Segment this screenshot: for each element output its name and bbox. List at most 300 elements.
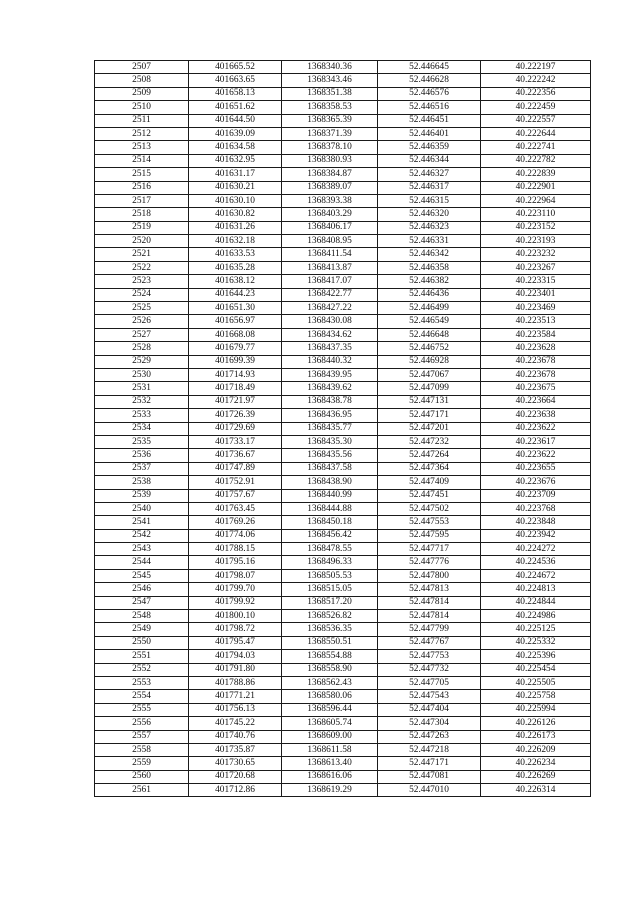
easting-cell: 401757.67 (189, 489, 282, 502)
northing-cell: 1368580.06 (282, 690, 378, 703)
point-number-cell: 2541 (95, 516, 189, 529)
easting-cell: 401714.93 (189, 368, 282, 381)
northing-cell: 1368439.95 (282, 368, 378, 381)
longitude-cell: 40.223848 (481, 516, 591, 529)
latitude-cell: 52.447304 (378, 717, 481, 730)
table-row (95, 382, 591, 395)
longitude-cell: 40.223315 (481, 275, 591, 288)
latitude-cell: 52.446358 (378, 261, 481, 274)
table-row (95, 275, 591, 288)
easting-cell: 401668.08 (189, 328, 282, 341)
table-row (95, 395, 591, 408)
table-row (95, 676, 591, 689)
easting-cell: 401752.91 (189, 476, 282, 489)
latitude-cell: 52.447010 (378, 784, 481, 797)
easting-cell: 401632.18 (189, 235, 282, 248)
table-row (95, 302, 591, 315)
latitude-cell: 52.446331 (378, 235, 481, 248)
latitude-cell: 52.447814 (378, 596, 481, 609)
northing-cell: 1368444.88 (282, 502, 378, 515)
northing-cell: 1368554.88 (282, 650, 378, 663)
table-row (95, 61, 591, 74)
longitude-cell: 40.222356 (481, 87, 591, 100)
longitude-cell: 40.225994 (481, 703, 591, 716)
point-number-cell: 2533 (95, 409, 189, 422)
table-row (95, 208, 591, 221)
northing-cell: 1368393.38 (282, 194, 378, 207)
easting-cell: 401730.65 (189, 757, 282, 770)
easting-cell: 401644.23 (189, 288, 282, 301)
easting-cell: 401699.39 (189, 355, 282, 368)
northing-cell: 1368478.55 (282, 543, 378, 556)
northing-cell: 1368437.35 (282, 342, 378, 355)
northing-cell: 1368384.87 (282, 168, 378, 181)
latitude-cell: 52.446451 (378, 114, 481, 127)
table-row (95, 141, 591, 154)
latitude-cell: 52.446401 (378, 127, 481, 140)
table-row (95, 650, 591, 663)
easting-cell: 401799.70 (189, 583, 282, 596)
point-number-cell: 2515 (95, 168, 189, 181)
longitude-cell: 40.225125 (481, 623, 591, 636)
longitude-cell: 40.224536 (481, 556, 591, 569)
point-number-cell: 2527 (95, 328, 189, 341)
northing-cell: 1368371.39 (282, 127, 378, 140)
longitude-cell: 40.223513 (481, 315, 591, 328)
northing-cell: 1368496.33 (282, 556, 378, 569)
easting-cell: 401721.97 (189, 395, 282, 408)
easting-cell: 401665.52 (189, 61, 282, 74)
table-row (95, 74, 591, 87)
latitude-cell: 52.447218 (378, 743, 481, 756)
point-number-cell: 2559 (95, 757, 189, 770)
northing-cell: 1368613.40 (282, 757, 378, 770)
latitude-cell: 52.446516 (378, 101, 481, 114)
table-row (95, 435, 591, 448)
easting-cell: 401634.58 (189, 141, 282, 154)
point-number-cell: 2524 (95, 288, 189, 301)
table-row (95, 730, 591, 743)
longitude-cell: 40.222197 (481, 61, 591, 74)
longitude-cell: 40.222964 (481, 194, 591, 207)
longitude-cell: 40.223267 (481, 261, 591, 274)
point-number-cell: 2561 (95, 784, 189, 797)
table-row (95, 784, 591, 797)
easting-cell: 401795.47 (189, 636, 282, 649)
point-number-cell: 2511 (95, 114, 189, 127)
longitude-cell: 40.223622 (481, 449, 591, 462)
northing-cell: 1368435.77 (282, 422, 378, 435)
longitude-cell: 40.225332 (481, 636, 591, 649)
table-row (95, 757, 591, 770)
latitude-cell: 52.447800 (378, 569, 481, 582)
coordinate-table (94, 60, 591, 797)
latitude-cell: 52.446327 (378, 168, 481, 181)
northing-cell: 1368408.95 (282, 235, 378, 248)
table-row (95, 127, 591, 140)
latitude-cell: 52.446320 (378, 208, 481, 221)
longitude-cell: 40.224844 (481, 596, 591, 609)
point-number-cell: 2519 (95, 221, 189, 234)
table-row (95, 743, 591, 756)
latitude-cell: 52.447263 (378, 730, 481, 743)
coordinate-table-body (95, 61, 591, 797)
point-number-cell: 2523 (95, 275, 189, 288)
longitude-cell: 40.223638 (481, 409, 591, 422)
table-row (95, 663, 591, 676)
easting-cell: 401658.13 (189, 87, 282, 100)
latitude-cell: 52.446344 (378, 154, 481, 167)
longitude-cell: 40.223664 (481, 395, 591, 408)
table-row (95, 368, 591, 381)
point-number-cell: 2525 (95, 302, 189, 315)
easting-cell: 401712.86 (189, 784, 282, 797)
latitude-cell: 52.447264 (378, 449, 481, 462)
northing-cell: 1368439.62 (282, 382, 378, 395)
point-number-cell: 2507 (95, 61, 189, 74)
longitude-cell: 40.223584 (481, 328, 591, 341)
easting-cell: 401800.10 (189, 610, 282, 623)
easting-cell: 401720.68 (189, 770, 282, 783)
easting-cell: 401651.30 (189, 302, 282, 315)
point-number-cell: 2546 (95, 583, 189, 596)
northing-cell: 1368526.82 (282, 610, 378, 623)
point-number-cell: 2508 (95, 74, 189, 87)
table-row (95, 449, 591, 462)
table-row (95, 462, 591, 475)
table-row (95, 556, 591, 569)
point-number-cell: 2532 (95, 395, 189, 408)
longitude-cell: 40.226173 (481, 730, 591, 743)
table-row (95, 569, 591, 582)
point-number-cell: 2522 (95, 261, 189, 274)
northing-cell: 1368437.58 (282, 462, 378, 475)
northing-cell: 1368358.53 (282, 101, 378, 114)
point-number-cell: 2554 (95, 690, 189, 703)
longitude-cell: 40.223676 (481, 476, 591, 489)
latitude-cell: 52.447753 (378, 650, 481, 663)
table-row (95, 529, 591, 542)
easting-cell: 401630.82 (189, 208, 282, 221)
longitude-cell: 40.223768 (481, 502, 591, 515)
table-row (95, 355, 591, 368)
easting-cell: 401763.45 (189, 502, 282, 515)
table-row (95, 623, 591, 636)
table-row (95, 261, 591, 274)
latitude-cell: 52.446549 (378, 315, 481, 328)
northing-cell: 1368380.93 (282, 154, 378, 167)
latitude-cell: 52.446645 (378, 61, 481, 74)
point-number-cell: 2560 (95, 770, 189, 783)
northing-cell: 1368378.10 (282, 141, 378, 154)
easting-cell: 401631.17 (189, 168, 282, 181)
latitude-cell: 52.446342 (378, 248, 481, 261)
easting-cell: 401791.80 (189, 663, 282, 676)
point-number-cell: 2517 (95, 194, 189, 207)
latitude-cell: 52.447732 (378, 663, 481, 676)
longitude-cell: 40.222901 (481, 181, 591, 194)
easting-cell: 401740.76 (189, 730, 282, 743)
longitude-cell: 40.226209 (481, 743, 591, 756)
latitude-cell: 52.446499 (378, 302, 481, 315)
easting-cell: 401630.21 (189, 181, 282, 194)
longitude-cell: 40.223709 (481, 489, 591, 502)
easting-cell: 401795.16 (189, 556, 282, 569)
longitude-cell: 40.225758 (481, 690, 591, 703)
latitude-cell: 52.447799 (378, 623, 481, 636)
table-row (95, 636, 591, 649)
longitude-cell: 40.226269 (481, 770, 591, 783)
latitude-cell: 52.447131 (378, 395, 481, 408)
table-row (95, 235, 591, 248)
point-number-cell: 2558 (95, 743, 189, 756)
latitude-cell: 52.447595 (378, 529, 481, 542)
table-row (95, 583, 591, 596)
easting-cell: 401756.13 (189, 703, 282, 716)
longitude-cell: 40.223655 (481, 462, 591, 475)
easting-cell: 401644.50 (189, 114, 282, 127)
longitude-cell: 40.225454 (481, 663, 591, 676)
northing-cell: 1368438.90 (282, 476, 378, 489)
latitude-cell: 52.446576 (378, 87, 481, 100)
easting-cell: 401774.06 (189, 529, 282, 542)
latitude-cell: 52.446436 (378, 288, 481, 301)
latitude-cell: 52.447543 (378, 690, 481, 703)
easting-cell: 401735.87 (189, 743, 282, 756)
point-number-cell: 2536 (95, 449, 189, 462)
longitude-cell: 40.222644 (481, 127, 591, 140)
easting-cell: 401726.39 (189, 409, 282, 422)
table-row (95, 610, 591, 623)
easting-cell: 401663.65 (189, 74, 282, 87)
point-number-cell: 2552 (95, 663, 189, 676)
point-number-cell: 2553 (95, 676, 189, 689)
point-number-cell: 2555 (95, 703, 189, 716)
easting-cell: 401794.03 (189, 650, 282, 663)
point-number-cell: 2548 (95, 610, 189, 623)
northing-cell: 1368435.56 (282, 449, 378, 462)
point-number-cell: 2550 (95, 636, 189, 649)
northing-cell: 1368605.74 (282, 717, 378, 730)
northing-cell: 1368340.36 (282, 61, 378, 74)
easting-cell: 401656.97 (189, 315, 282, 328)
latitude-cell: 52.446323 (378, 221, 481, 234)
latitude-cell: 52.447099 (378, 382, 481, 395)
northing-cell: 1368515.05 (282, 583, 378, 596)
easting-cell: 401729.69 (189, 422, 282, 435)
latitude-cell: 52.447705 (378, 676, 481, 689)
table-row (95, 543, 591, 556)
easting-cell: 401638.12 (189, 275, 282, 288)
northing-cell: 1368609.00 (282, 730, 378, 743)
northing-cell: 1368517.20 (282, 596, 378, 609)
latitude-cell: 52.447813 (378, 583, 481, 596)
latitude-cell: 52.447776 (378, 556, 481, 569)
northing-cell: 1368456.42 (282, 529, 378, 542)
point-number-cell: 2512 (95, 127, 189, 140)
point-number-cell: 2556 (95, 717, 189, 730)
point-number-cell: 2547 (95, 596, 189, 609)
latitude-cell: 52.447232 (378, 435, 481, 448)
northing-cell: 1368435.30 (282, 435, 378, 448)
table-row (95, 717, 591, 730)
northing-cell: 1368406.17 (282, 221, 378, 234)
easting-cell: 401798.07 (189, 569, 282, 582)
latitude-cell: 52.447502 (378, 502, 481, 515)
latitude-cell: 52.446359 (378, 141, 481, 154)
table-row (95, 328, 591, 341)
northing-cell: 1368436.95 (282, 409, 378, 422)
latitude-cell: 52.446315 (378, 194, 481, 207)
point-number-cell: 2544 (95, 556, 189, 569)
longitude-cell: 40.223232 (481, 248, 591, 261)
easting-cell: 401788.15 (189, 543, 282, 556)
point-number-cell: 2530 (95, 368, 189, 381)
table-row (95, 221, 591, 234)
longitude-cell: 40.223152 (481, 221, 591, 234)
easting-cell: 401736.67 (189, 449, 282, 462)
northing-cell: 1368611.58 (282, 743, 378, 756)
northing-cell: 1368440.32 (282, 355, 378, 368)
longitude-cell: 40.222782 (481, 154, 591, 167)
table-row (95, 181, 591, 194)
point-number-cell: 2542 (95, 529, 189, 542)
easting-cell: 401632.95 (189, 154, 282, 167)
longitude-cell: 40.222557 (481, 114, 591, 127)
northing-cell: 1368365.39 (282, 114, 378, 127)
northing-cell: 1368450.18 (282, 516, 378, 529)
table-row (95, 422, 591, 435)
northing-cell: 1368417.07 (282, 275, 378, 288)
point-number-cell: 2551 (95, 650, 189, 663)
latitude-cell: 52.446752 (378, 342, 481, 355)
table-row (95, 194, 591, 207)
point-number-cell: 2514 (95, 154, 189, 167)
latitude-cell: 52.446317 (378, 181, 481, 194)
point-number-cell: 2513 (95, 141, 189, 154)
point-number-cell: 2540 (95, 502, 189, 515)
latitude-cell: 52.447404 (378, 703, 481, 716)
latitude-cell: 52.447717 (378, 543, 481, 556)
longitude-cell: 40.223110 (481, 208, 591, 221)
point-number-cell: 2516 (95, 181, 189, 194)
latitude-cell: 52.447171 (378, 409, 481, 422)
point-number-cell: 2543 (95, 543, 189, 556)
point-number-cell: 2529 (95, 355, 189, 368)
table-row (95, 770, 591, 783)
latitude-cell: 52.447081 (378, 770, 481, 783)
northing-cell: 1368616.06 (282, 770, 378, 783)
table-row (95, 342, 591, 355)
longitude-cell: 40.222839 (481, 168, 591, 181)
point-number-cell: 2518 (95, 208, 189, 221)
table-row (95, 168, 591, 181)
northing-cell: 1368430.08 (282, 315, 378, 328)
longitude-cell: 40.223622 (481, 422, 591, 435)
latitude-cell: 52.447409 (378, 476, 481, 489)
table-row (95, 154, 591, 167)
table-row (95, 596, 591, 609)
table-row (95, 248, 591, 261)
northing-cell: 1368403.29 (282, 208, 378, 221)
northing-cell: 1368619.29 (282, 784, 378, 797)
northing-cell: 1368434.62 (282, 328, 378, 341)
point-number-cell: 2534 (95, 422, 189, 435)
latitude-cell: 52.447814 (378, 610, 481, 623)
point-number-cell: 2538 (95, 476, 189, 489)
longitude-cell: 40.223193 (481, 235, 591, 248)
longitude-cell: 40.223942 (481, 529, 591, 542)
table-row (95, 315, 591, 328)
longitude-cell: 40.224272 (481, 543, 591, 556)
northing-cell: 1368558.90 (282, 663, 378, 676)
point-number-cell: 2520 (95, 235, 189, 248)
longitude-cell: 40.223675 (481, 382, 591, 395)
longitude-cell: 40.225505 (481, 676, 591, 689)
easting-cell: 401679.77 (189, 342, 282, 355)
latitude-cell: 52.446628 (378, 74, 481, 87)
easting-cell: 401651.62 (189, 101, 282, 114)
longitude-cell: 40.223678 (481, 368, 591, 381)
point-number-cell: 2539 (95, 489, 189, 502)
northing-cell: 1368440.99 (282, 489, 378, 502)
point-number-cell: 2557 (95, 730, 189, 743)
easting-cell: 401631.26 (189, 221, 282, 234)
latitude-cell: 52.447553 (378, 516, 481, 529)
easting-cell: 401718.49 (189, 382, 282, 395)
point-number-cell: 2535 (95, 435, 189, 448)
table-row (95, 476, 591, 489)
table-row (95, 114, 591, 127)
table-row (95, 288, 591, 301)
northing-cell: 1368351.38 (282, 87, 378, 100)
point-number-cell: 2549 (95, 623, 189, 636)
easting-cell: 401639.09 (189, 127, 282, 140)
easting-cell: 401771.21 (189, 690, 282, 703)
longitude-cell: 40.222242 (481, 74, 591, 87)
easting-cell: 401788.86 (189, 676, 282, 689)
latitude-cell: 52.447201 (378, 422, 481, 435)
latitude-cell: 52.446382 (378, 275, 481, 288)
latitude-cell: 52.447067 (378, 368, 481, 381)
easting-cell: 401769.26 (189, 516, 282, 529)
northing-cell: 1368422.77 (282, 288, 378, 301)
longitude-cell: 40.223628 (481, 342, 591, 355)
longitude-cell: 40.223617 (481, 435, 591, 448)
easting-cell: 401747.89 (189, 462, 282, 475)
point-number-cell: 2537 (95, 462, 189, 475)
table-row (95, 690, 591, 703)
point-number-cell: 2528 (95, 342, 189, 355)
longitude-cell: 40.224986 (481, 610, 591, 623)
table-row (95, 489, 591, 502)
latitude-cell: 52.447171 (378, 757, 481, 770)
longitude-cell: 40.224672 (481, 569, 591, 582)
longitude-cell: 40.222459 (481, 101, 591, 114)
northing-cell: 1368343.46 (282, 74, 378, 87)
table-row (95, 409, 591, 422)
northing-cell: 1368596.44 (282, 703, 378, 716)
northing-cell: 1368413.87 (282, 261, 378, 274)
table-row (95, 516, 591, 529)
easting-cell: 401733.17 (189, 435, 282, 448)
point-number-cell: 2526 (95, 315, 189, 328)
latitude-cell: 52.447364 (378, 462, 481, 475)
easting-cell: 401633.53 (189, 248, 282, 261)
longitude-cell: 40.226314 (481, 784, 591, 797)
longitude-cell: 40.224813 (481, 583, 591, 596)
longitude-cell: 40.223401 (481, 288, 591, 301)
